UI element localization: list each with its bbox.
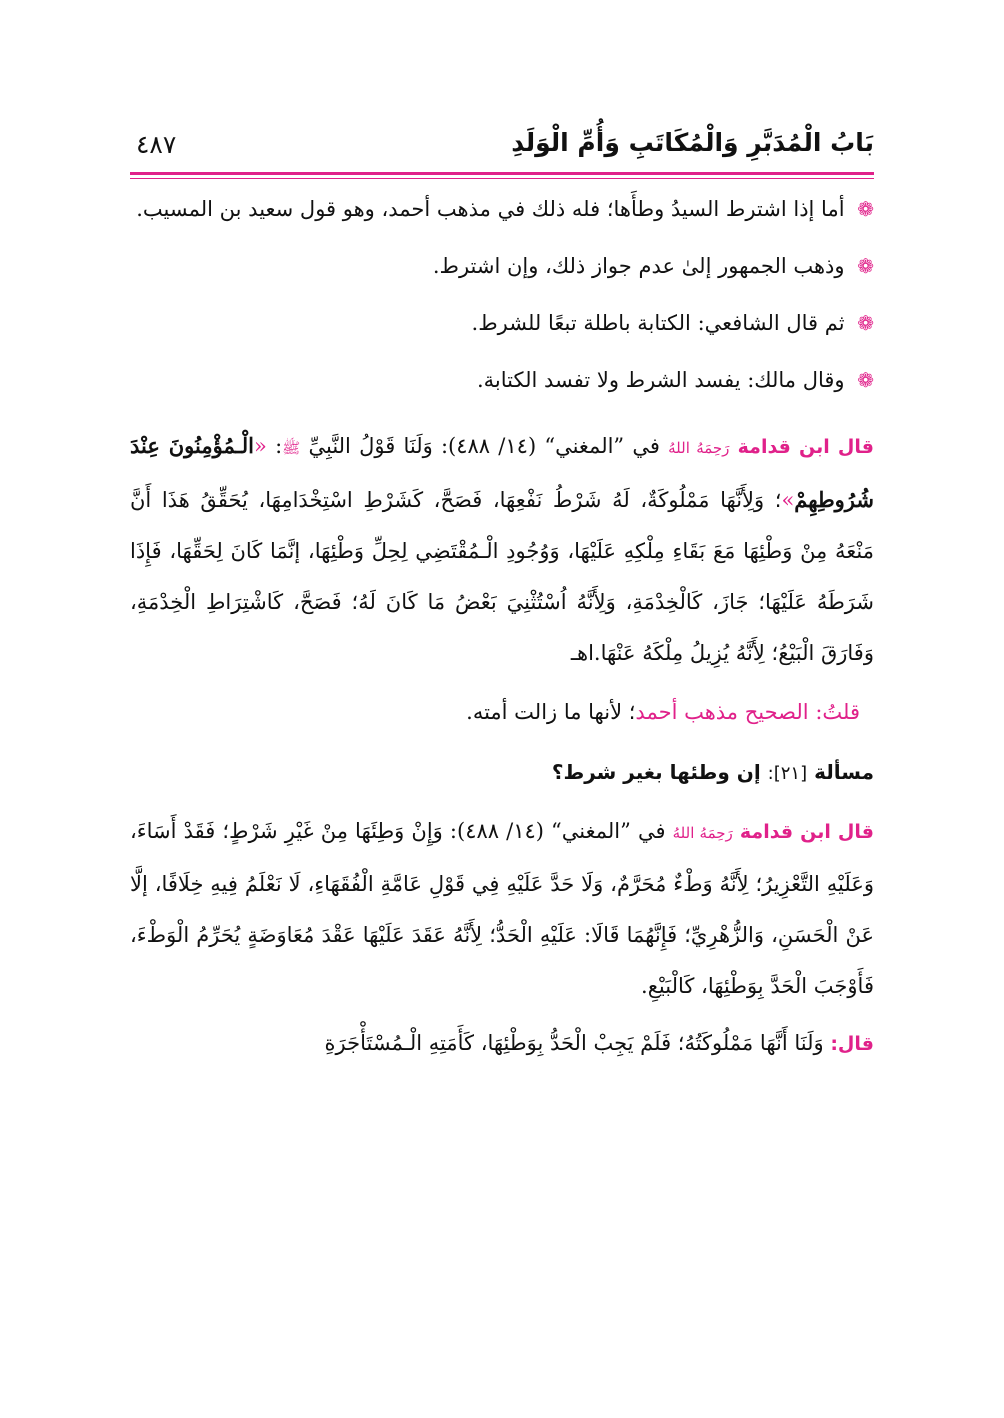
qult-paragraph (130, 687, 874, 738)
spacer (130, 406, 874, 420)
flower-bullet-icon: ❁ (857, 311, 874, 335)
quote-body: في ”المغني“ (١٤/ ٤٨٨): وَإِنْ وَطِئَهَا مِنْ غَيْرِ شَرْطٍ؛ فَقَدْ أَسَاءَ، وَعَلَيْهِ التَّعْزِيرُ؛ لِأَنَّهُ وَطْءٌ مُحَرَّمٌ، وَلَا حَدَّ عَلَيْهِ فِي قَوْلِ عَامَّةِ الْفُقَهَاءِ، لَا نَعْلَمُ فِيهِ خِلَافًا، إلَّا عَنْ الْحَسَنِ، وَالزُّهْرِيِّ؛ فَإِنَّهُمَا قَالَا: عَلَيْهِ الْحَدُّ؛ لِأَنَّهُ عَقَدَ عَلَيْهَا عَقْدَ مُعَاوَضَةٍ يُحَرِّمُ الْوَطْءَ، فَأَوْجَبَ الْحَدَّ بِوَطْئِهَا، كَالْبَيْعِ. (130, 819, 874, 998)
flower-bullet-icon: ❁ (857, 368, 874, 392)
masala-heading (130, 748, 874, 798)
qaal-paragraph (130, 1018, 874, 1070)
honorific: رَحِمَهُ اللهُ (672, 824, 733, 842)
masala-prefix: مسألة (814, 760, 874, 784)
quote-paragraph-1 (130, 420, 874, 679)
qult-highlight: الصحيح مذهب أحمد (635, 700, 809, 724)
quote-intro: في ”المغني“ (١٤/ ٤٨٨): وَلَنَا قَوْلُ النَّبِيِّ (308, 434, 660, 458)
bullet-text: وقال مالك: يفسد الشرط ولا تفسد الكتابة. (476, 368, 845, 392)
quote-label: قال ابن قدامة (737, 436, 874, 458)
close-quote: » (781, 488, 795, 512)
hadith-text: الْـمُؤْمِنُونَ عِنْدَ شُرُوطِهِمْ (130, 433, 874, 512)
page-body (130, 184, 874, 1070)
flower-bullet-icon: ❁ (857, 197, 874, 221)
bullet-paragraph (130, 241, 874, 292)
header-rule-thick (130, 172, 874, 175)
qaal-body: وَلَنَا أَنَّهَا مَمْلُوكَتُهُ؛ فَلَمْ يَجِبْ الْحَدُّ بِوَطْئِهَا، كَأَمَتِهِ الْـمُسْتَأْجَرَةِ (324, 1031, 824, 1055)
colon: : (275, 434, 283, 458)
flower-bullet-icon: ❁ (857, 254, 874, 278)
bullet-paragraph (130, 355, 874, 406)
qult-label: قلتُ: (815, 700, 860, 724)
bullet-paragraph (130, 298, 874, 349)
prophet-honorific: ﷺ (282, 439, 301, 457)
header-rule-thin (130, 178, 874, 179)
masala-title: إن وطئها بغير شرط؟ (551, 760, 761, 784)
bullet-paragraph (130, 184, 874, 235)
bullet-text: أما إذا اشترط السيدُ وطأَها؛ فله ذلك في مذهب أحمد، وهو قول سعيد بن المسيب. (136, 197, 845, 221)
quote-paragraph-2 (130, 806, 874, 1012)
quote-body: ؛ وَلِأَنَّهَا مَمْلُوكَةٌ، لَهُ شَرْطُ نَفْعِهَا، فَصَحَّ، كَشَرْطِ اسْتِخْدَامِهَا، يُحَقِّقُ هَذَا أَنَّ مَنْعَهُ مِنْ وَطْئِهَا مَعَ بَقَاءِ مِلْكِهِ عَلَيْهَا، وَوُجُودِ الْـمُقْتَضِي لِحِلِّ وَطْئِهَا، إنَّمَا كَانَ لِحَقِّهَا، فَإِذَا شَرَطَهُ عَلَيْهَا؛ جَازَ، كَالْخِدْمَةِ، وَلِأَنَّهُ اُسْتُثْنِيَ بَعْضُ مَا كَانَ لَهُ؛ فَصَحَّ، كَاشْتِرَاطِ الْخِدْمَةِ، وَفَارَقَ الْبَيْعُ؛ لِأَنَّهُ يُزِيلُ مِلْكَهُ عَنْهَا.اهـ (130, 488, 874, 665)
chapter-title: بَابُ الْمُدَبَّرِ وَالْمُكَاتَبِ وَأُمِّ الْوَلَدِ (511, 128, 874, 157)
quote-label: قال ابن قدامة (739, 821, 874, 843)
page-number: ٤٨٧ (136, 130, 177, 159)
qaal-label: قال: (830, 1033, 874, 1055)
qult-rest: ؛ لأنها ما زالت أمته. (466, 700, 636, 724)
honorific: رَحِمَهُ اللهُ (668, 439, 730, 457)
bullet-text: وذهب الجمهور إلىٰ عدم جواز ذلك، وإن اشترط. (432, 254, 845, 278)
running-header (130, 124, 874, 168)
masala-number: [٢١]: (767, 763, 808, 784)
bullet-text: ثم قال الشافعي: الكتابة باطلة تبعًا للشرط. (471, 311, 845, 335)
open-quote: « (253, 434, 267, 458)
